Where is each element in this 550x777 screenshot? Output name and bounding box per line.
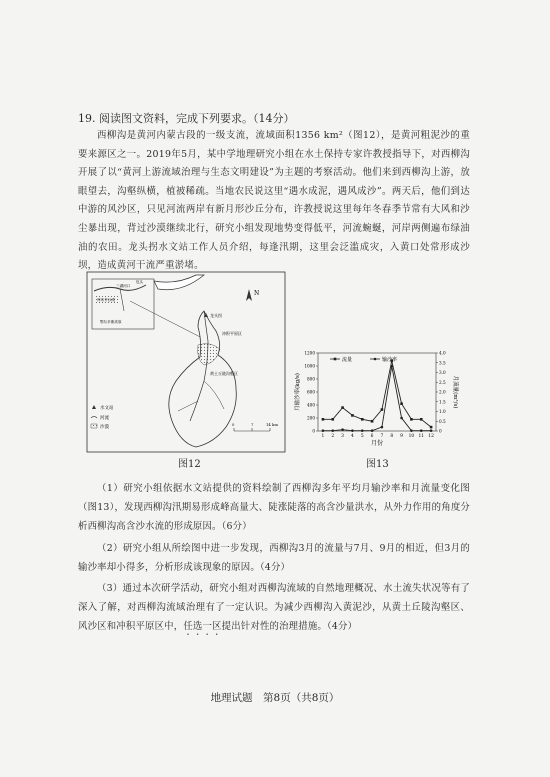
svg-text:7: 7 (251, 422, 254, 427)
svg-text:河流: 河流 (100, 416, 109, 421)
y-left-tick-label: 0 (312, 428, 315, 434)
svg-text:N: N (254, 290, 260, 297)
x-tick-label: 11 (418, 434, 425, 439)
svg-text:沙漠: 沙漠 (100, 425, 109, 430)
y-left-tick-label: 600 (307, 389, 315, 395)
scale-bar (232, 422, 278, 431)
label-longtou: 龙头拐 (210, 313, 222, 318)
series-0-point (381, 408, 384, 411)
map-inset (92, 279, 154, 329)
y-right-tick-label: 4.0 (439, 350, 446, 356)
series-1-point (322, 429, 325, 432)
y-right-tick-label: 1.0 (439, 409, 446, 414)
series-0-point (430, 426, 433, 429)
svg-text:0: 0 (232, 422, 235, 427)
y-left-tick-label: 1000 (304, 363, 315, 369)
x-tick-label: 6 (370, 434, 374, 439)
series-1-point (341, 428, 344, 431)
y-left-tick-label: 200 (307, 415, 315, 421)
subquestion-1: （1）研究小组依据水文站提供的资料绘制了西柳沟多年平均月输沙率和月流量变化图（图13），发现西柳沟汛期易形成峰高量大、陡涨陡落的高含沙量洪水，从外力作用的角度分析西柳沟高含沙水流的形成原因。（6分） (78, 483, 470, 532)
y-left-tick-label: 800 (307, 376, 315, 382)
north-arrow-icon (246, 289, 259, 301)
y-right-tick-label: 3.0 (439, 370, 446, 375)
label-plain: 冲积平原区 (222, 331, 242, 336)
series-1-point (371, 429, 374, 432)
svg-text:水文站: 水文站 (100, 406, 114, 411)
series-0-point (322, 418, 325, 421)
y-right-tick-label: 0.5 (439, 418, 446, 424)
x-tick-label: 1 (321, 434, 325, 439)
series-0-point (351, 414, 354, 417)
subquestion-3 (78, 580, 470, 638)
series-1-point (390, 365, 393, 368)
x-tick-label: 12 (428, 434, 434, 439)
y-right-tick-label: 3.5 (439, 360, 446, 366)
y-right-tick-label: 2.0 (439, 389, 446, 395)
x-tick-label: 4 (351, 434, 354, 439)
series-1-point (400, 417, 403, 420)
question-intro: 西柳沟是黄河内蒙古段的一级支流，流域面积1356 km²（图12），是黄河粗泥沙的重要来源区之一。2019年5月，某中学地理研究小组在水土保持专家许教授指导下，对西柳沟开展了以“黄河上游流域治理与生态文明建设”为主题的考察活动。他们来到西柳沟上游，放眼望去，沟壑纵横，植被稀疏。当地农民说这里“遇水成泥，遇风成沙”。两天后，他们到达中游的风沙区，只见河流两岸有新月形沙丘分布，许教授说这里每年冬春季节常有大风和沙尘暴出现，背过沙漠继续北行，研究小组发现地势变得低平，河流蜿蜒，河岸两侧遍布绿油油的农田。龙头拐水文站工作人员介绍，每逢汛期，这里会泛滥成灾，入黄口处常形成沙坝，造成黄河干流严重淤堵。 (78, 130, 470, 272)
y-right-tick-label: 0 (439, 428, 442, 434)
x-tick-label: 10 (408, 434, 415, 439)
legend-marker-1 (374, 358, 377, 361)
inset-label-sanhukou: 三湖河口 (116, 284, 131, 288)
series-1-point (351, 429, 354, 432)
x-tick-label: 5 (360, 434, 364, 439)
x-tick-label: 3 (341, 434, 344, 439)
inset-label-baotou: 包头 (136, 280, 144, 284)
series-0-point (371, 420, 374, 423)
subquestion-3-part-b: 提出针对性的治理措施。（4分） (221, 620, 358, 632)
x-tick-label: 2 (331, 434, 335, 439)
figure-12-caption: 图12 (178, 459, 201, 470)
series-1-point (331, 429, 334, 432)
legend-river-icon (91, 417, 97, 419)
subquestion-3-part-a: （3）通过本次研学活动，研究小组对西柳沟流域的自然地理概况、水土流失状况等有了深入了解，对西柳沟流域治理有了一定认识。为减少西柳沟入黄泥沙，从黄土丘陵沟壑区、风沙区和冲积平原区中， (78, 583, 470, 632)
y-right-axis-label: 月流量(m³/s) (452, 375, 458, 409)
series-1-point (430, 429, 433, 432)
figure-13-chart (292, 343, 460, 453)
series-0-point (361, 418, 364, 421)
svg-text:14 km: 14 km (266, 422, 278, 427)
series-0-point (341, 406, 344, 409)
series-1-point (410, 429, 413, 432)
x-tick-label: 9 (400, 434, 403, 439)
series-0-point (331, 418, 334, 421)
y-right-tick-label: 2.5 (439, 379, 446, 385)
legend-label-0: 流量 (342, 356, 353, 363)
series-1-point (361, 429, 364, 432)
series-line-1 (323, 366, 431, 431)
page-footer: 地理试题 第8页（共8页） (210, 692, 340, 704)
y-left-axis-label: 月输沙率(kg/s) (295, 373, 301, 411)
subquestion-3-emphasis: 任选一区 (183, 620, 222, 632)
x-tick-label: 7 (380, 434, 384, 439)
figure-13-caption: 图13 (366, 459, 389, 470)
legend-marker-0 (334, 358, 337, 361)
series-1-point (420, 429, 423, 432)
series-0-point (410, 418, 413, 421)
y-left-tick-label: 400 (307, 402, 315, 408)
series-line-0 (323, 361, 431, 427)
y-right-tick-label: 1.5 (439, 399, 446, 405)
yellow-river (154, 275, 204, 290)
series-0-point (400, 402, 403, 405)
series-1-point (381, 426, 384, 429)
figure-12-map (86, 271, 286, 453)
legend-station-icon (92, 405, 96, 409)
map-legend (91, 404, 114, 430)
x-tick-label: 8 (390, 434, 394, 439)
label-loess: 黄土丘陵沟壑区 (210, 371, 238, 376)
question-title: 19. 阅读图文资料，完成下列要求。（14分） (78, 112, 295, 125)
subquestion-2: （2）研究小组从所绘图中进一步发现，西柳沟3月的流量与7月、9月的相近，但3月的输沙率却小得多，分析形成该现象的原因。（4分） (78, 543, 470, 573)
legend-dune-icon (91, 424, 97, 428)
y-left-tick-label: 1200 (304, 350, 315, 356)
series-0-point (420, 418, 423, 421)
x-axis-label: 月份 (370, 440, 384, 447)
inset-label-kubuqi: 库布齐沙漠 (97, 298, 115, 302)
legend-label-1: 输沙率 (382, 356, 398, 363)
inset-label-ordos: 鄂尔多斯高原 (100, 320, 122, 324)
